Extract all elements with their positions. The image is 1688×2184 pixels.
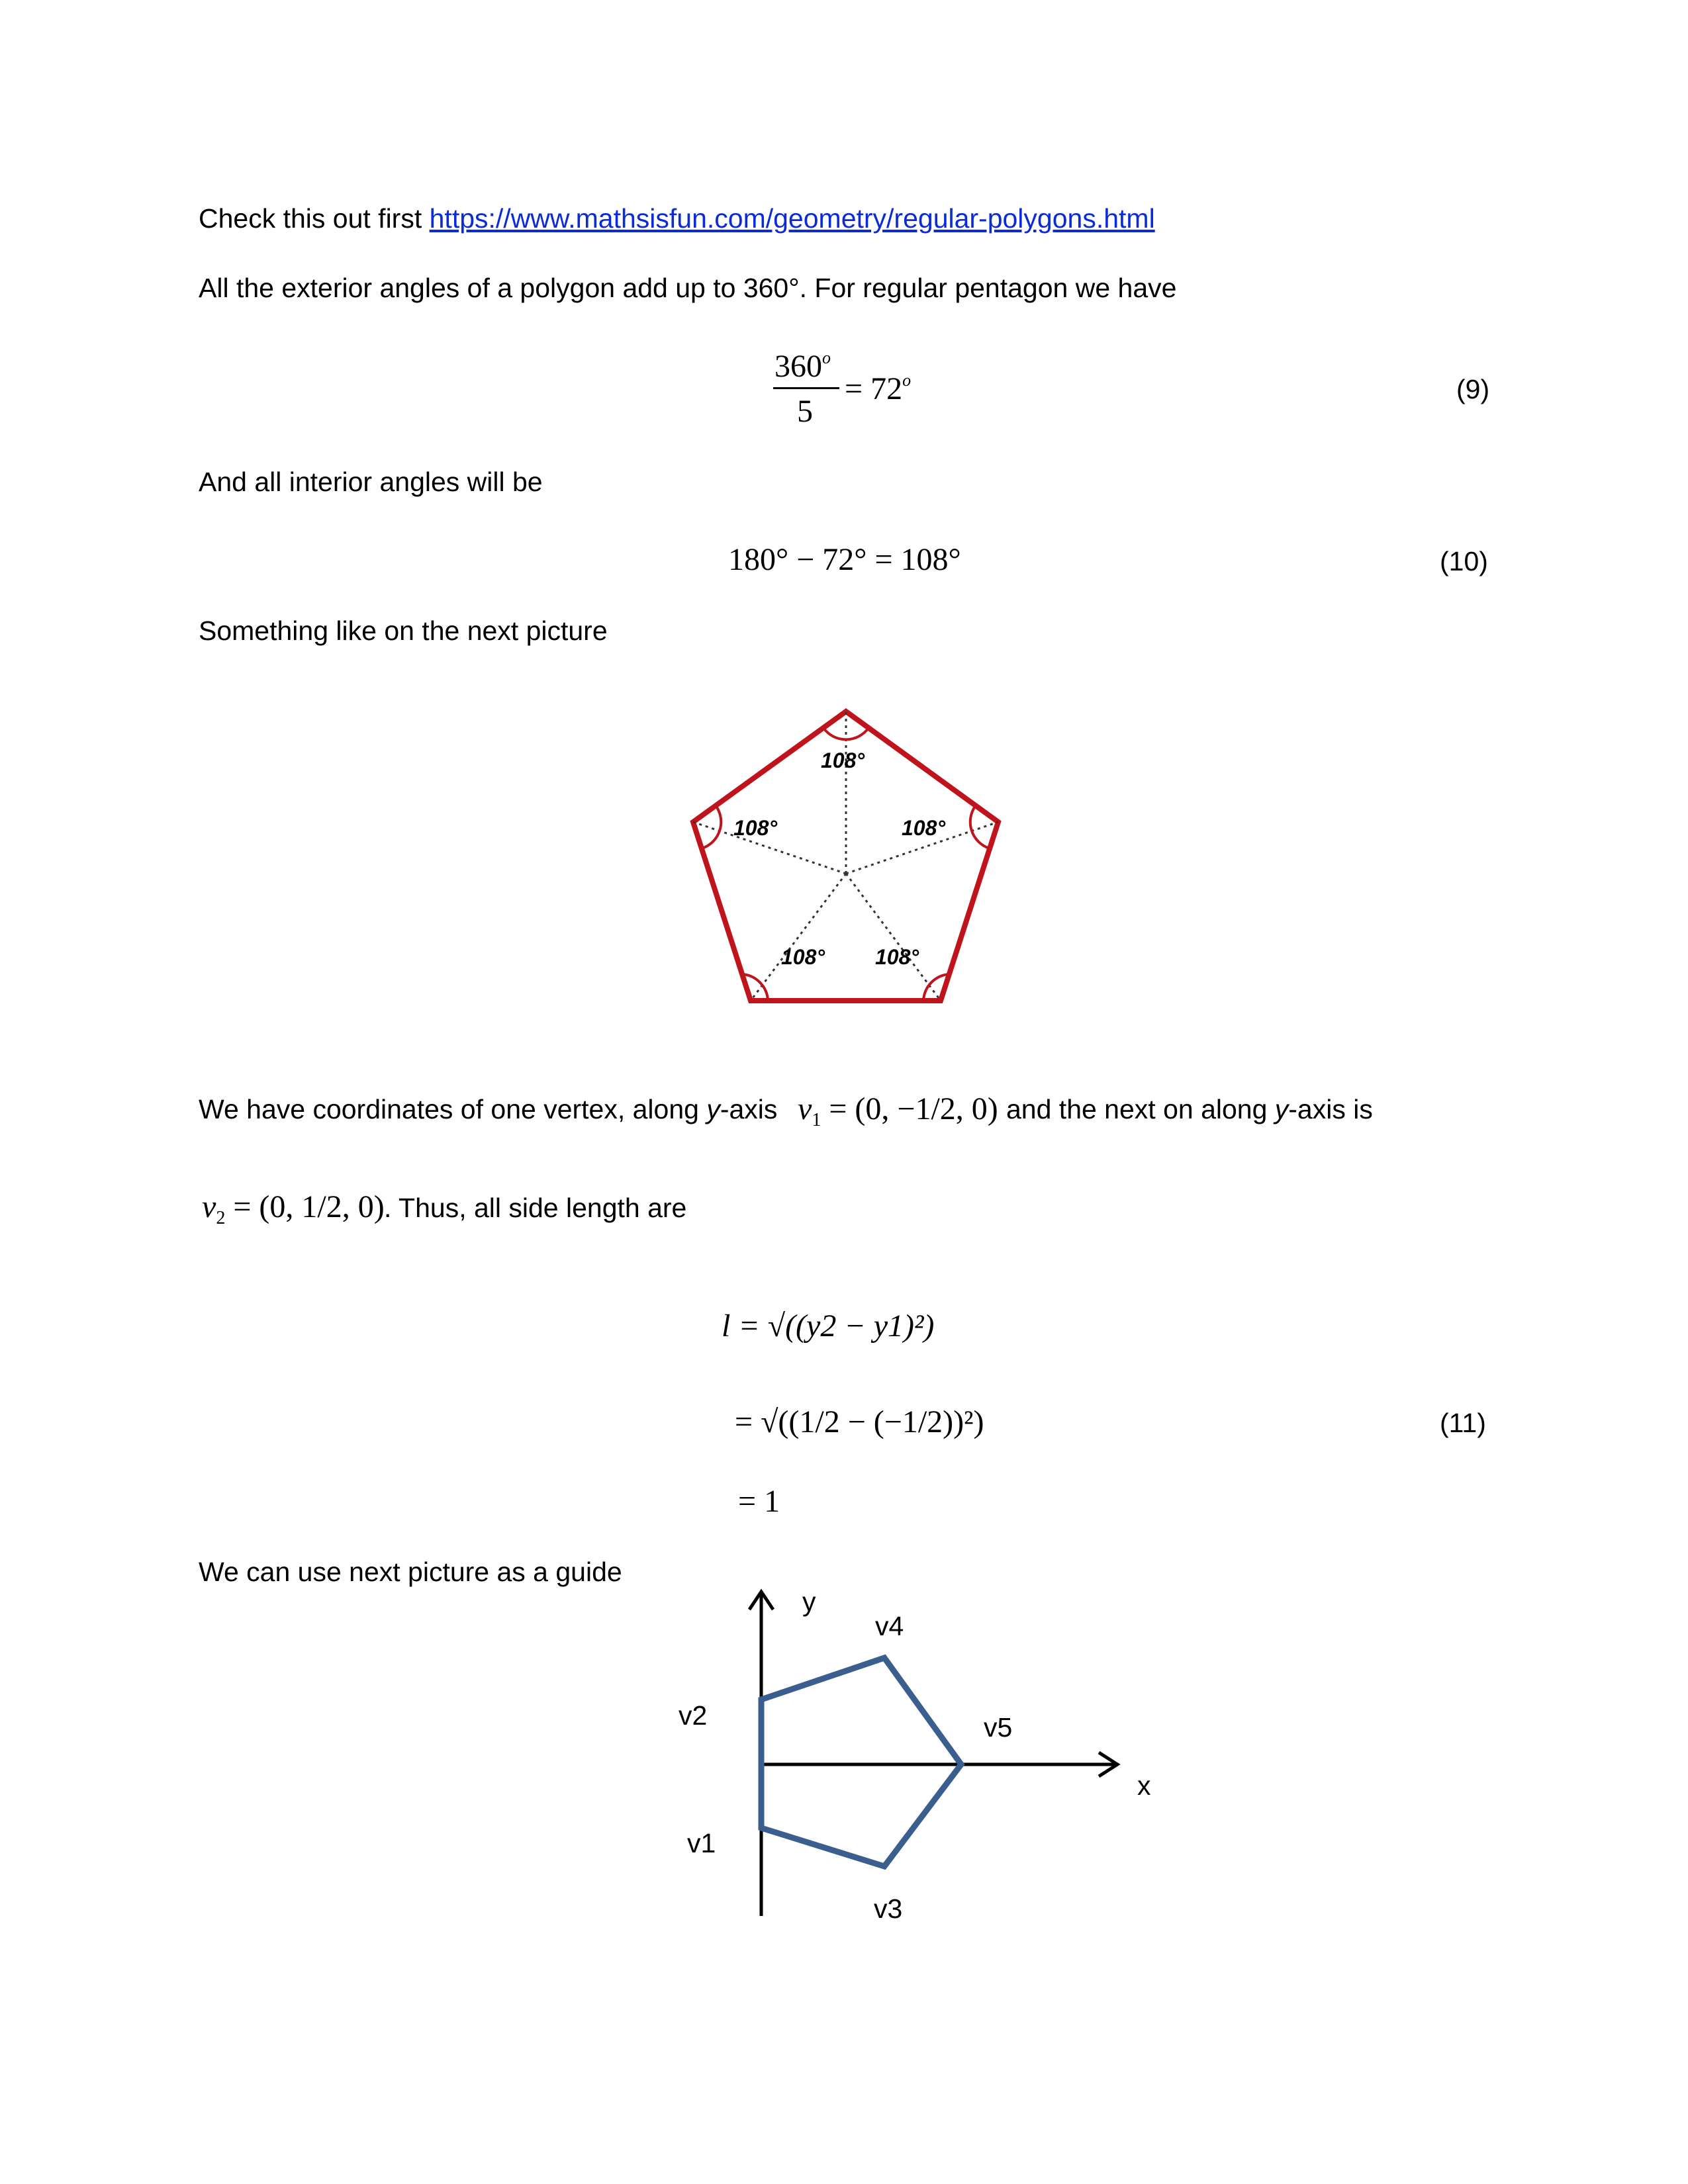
eq11-line-3: = 1 — [738, 1484, 780, 1519]
y-axis-label: y — [802, 1586, 816, 1617]
eq9-fraction-bar — [773, 387, 839, 389]
guide-text: We can use next picture as a guide — [199, 1557, 622, 1587]
v2-value: (0, 1/2, 0) — [259, 1189, 385, 1224]
angle-label-top: 108° — [821, 749, 865, 772]
x-axis-arrow — [1099, 1752, 1117, 1776]
y-axis-arrow — [749, 1592, 773, 1610]
v1-value: (0, −1/2, 0) — [855, 1091, 998, 1126]
reference-link[interactable]: https://www.mathsisfun.com/geometry/regular-polygons.html — [429, 203, 1155, 234]
angle-label-bottom-left: 108° — [781, 945, 825, 969]
equation-10: 180° − 72° = 108° — [728, 542, 961, 577]
picture-intro-text: Something like on the next picture — [199, 615, 608, 646]
eq9-number: (9) — [1456, 374, 1490, 404]
vertex-label-v1: v1 — [687, 1828, 716, 1858]
vertex-label-v2: v2 — [679, 1700, 708, 1731]
vertex-label-v5: v5 — [984, 1712, 1013, 1743]
eq9-result: = $72^o$ — [845, 371, 912, 406]
coords-line-1: We have coordinates of one vertex, along y-axis — [199, 1094, 778, 1124]
angle-label-left: 108° — [733, 816, 778, 840]
vertex-label-v4: v4 — [875, 1611, 904, 1641]
blue-pentagon — [761, 1658, 961, 1866]
eq11-line-1: l = √((y2 − y1)²) — [722, 1308, 935, 1343]
intro-prefix: Check this out first — [199, 203, 430, 234]
eq10-number: (10) — [1440, 546, 1488, 576]
eq11-number: (11) — [1440, 1408, 1486, 1438]
coords-line-1-end: and the next on along y-axis is — [1006, 1094, 1373, 1124]
angle-label-right: 108° — [902, 816, 946, 840]
angle-label-bottom-right: 108° — [875, 945, 919, 969]
vertex-label-v3: v3 — [874, 1893, 903, 1924]
coords-line-2: . Thus, all side length are — [384, 1193, 687, 1223]
eq9-denominator: 5 — [797, 394, 813, 429]
intro-line — [199, 205, 1155, 232]
eq9-numerator: 360$^o$ — [774, 348, 831, 384]
x-axis-label: x — [1137, 1770, 1151, 1801]
eq11-line-2: = √((1/2 − (−1/2))²) — [735, 1404, 984, 1439]
interior-angles-text: And all interior angles will be — [199, 467, 543, 497]
v1-expression: $v_1 = (0$, −1/2, 0) — [798, 1091, 998, 1130]
exterior-angles-text: All the exterior angles of a polygon add up to 360°. For regular pentagon we have — [199, 273, 1177, 303]
v2-expression: $v_2 = (0$, 1/2, 0) — [202, 1189, 385, 1228]
